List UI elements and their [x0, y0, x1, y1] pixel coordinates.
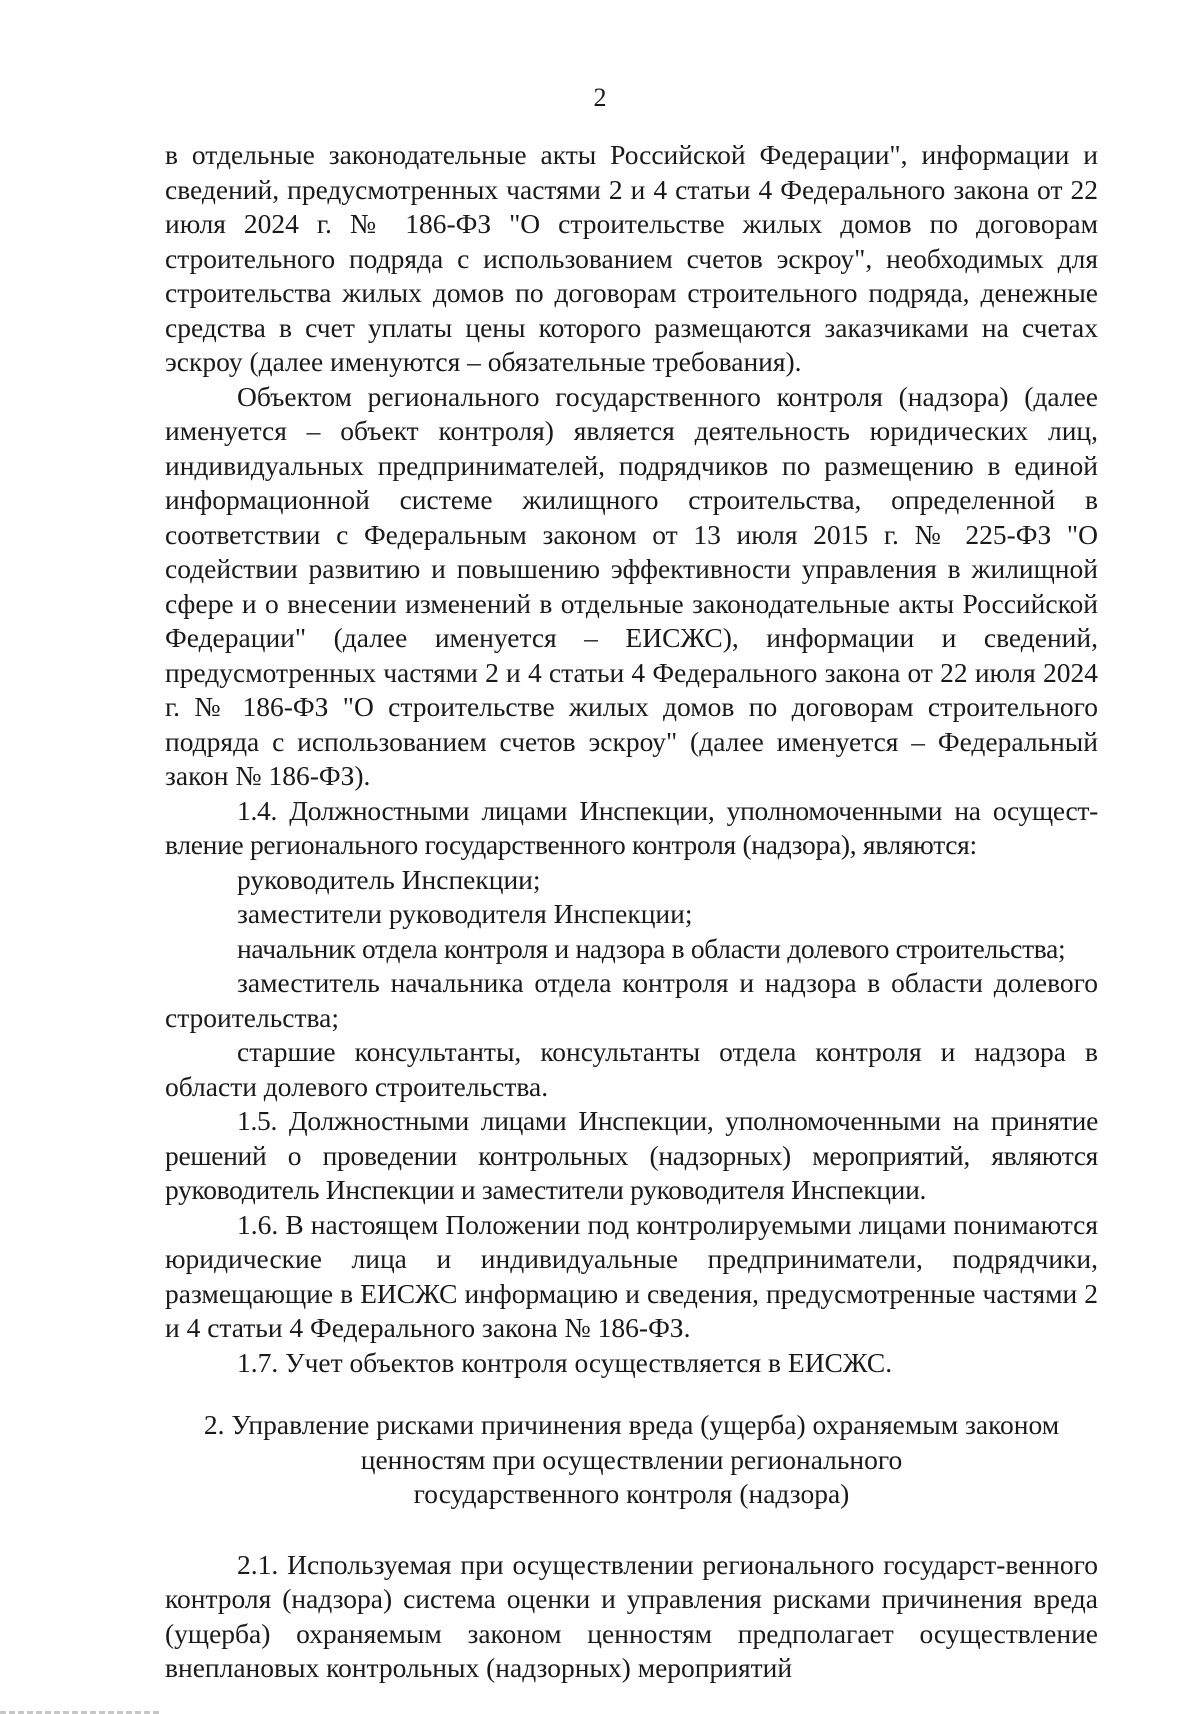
paragraph-1-7: 1.7. Учет объектов контроля осуществляется в ЕИСЖС. — [237, 1346, 893, 1378]
page-number: 2 — [593, 83, 607, 112]
list-item-department-chief: начальник отдела контроля и надзора в области долевого строительства; — [237, 932, 1066, 964]
paragraph-continuation: в отдельные законодательные акты Российской Федерации", информации и сведений, предусмотренных частями 2 и 4 статьи 4 Федерального закона от 22 июля 2024 г. № 186-ФЗ "О строительстве жилых домов по договорам строительного подряда с использованием счетов эскроу", необходимых для строительства жилых домов по договорам строительного подряда, денежные средства в счет уплаты цены которого размещаются заказчиками на счетах эскроу (далее именуются – обязательные требования). — [165, 139, 1098, 377]
list-item-head: руководитель Инспекции; — [237, 863, 541, 895]
list-item-consultants: старшие консультанты, консультанты отдела контроля и надзора в области долевого строительства. — [165, 1036, 1098, 1102]
paragraph-control-object: Объектом регионального государственного контроля (надзора) (далее именуется – объект контроля) является деятельность юридических лиц, индивидуальных предпринимателей, подрядчиков по размещению в единой информационной системе жилищного строительства, определенной в соответствии с Федеральным законом от 13 июля 2015 г. № 225-ФЗ "О содействии развитию и повышению эффективности управления в жилищной сфере и о внесении изменений в отдельные законодательные акты Российской Федерации" (далее именуется – ЕИСЖС), информации и сведений, предусмотренных частями 2 и 4 статьи 4 Федерального закона от 22 июля 2024 г. № 186-ФЗ "О строительстве жилых домов по договорам строительного подряда с использованием счетов эскроу" (далее именуется – Федеральный закон № 186-ФЗ). — [165, 380, 1098, 791]
list-item-deputy-department-chief: заместитель начальника отдела контроля и надзора в области долевого строительства; — [165, 967, 1098, 1033]
section-heading-line: 2. Управление рисками причинения вреда (ущерба) охраняемым законом — [203, 1409, 1060, 1440]
paragraph-1-5: 1.5. Должностными лицами Инспекции, уполномоченными на принятие решений о проведении контрольных (надзорных) мероприятий, являются руководитель Инспекции и заместители руководителя Инспекции. — [165, 1105, 1098, 1205]
section-heading — [165, 1408, 1098, 1512]
paragraph-1-6: 1.6. В настоящем Положении под контролируемыми лицами понимаются юридические лица и индивидуальные предприниматели, подрядчики, размещающие в ЕИСЖС информацию и сведения, предусмотренные частями 2 и 4 статьи 4 Федерального закона № 186-ФЗ. — [165, 1208, 1098, 1343]
document-body — [165, 138, 1098, 1686]
paragraph-2-1: 2.1. Используемая при осуществлении регионального государст-венного контроля (надзора) система оценки и управления рисками причинения вреда (ущерба) охраняемым законом ценностям предполагает осуществление внеплановых контрольных (надзорных) мероприятий — [165, 1548, 1098, 1683]
paragraph-1-4: 1.4. Должностными лицами Инспекции, уполномоченными на осущест-вление регионального государственного контроля (надзора), являются: — [165, 794, 1098, 860]
list-item-deputy-heads: заместители руководителя Инспекции; — [237, 898, 693, 929]
section-heading-line: государственного контроля (надзора) — [413, 1478, 850, 1509]
section-heading-line: ценностям при осуществлении регионального — [360, 1443, 903, 1475]
